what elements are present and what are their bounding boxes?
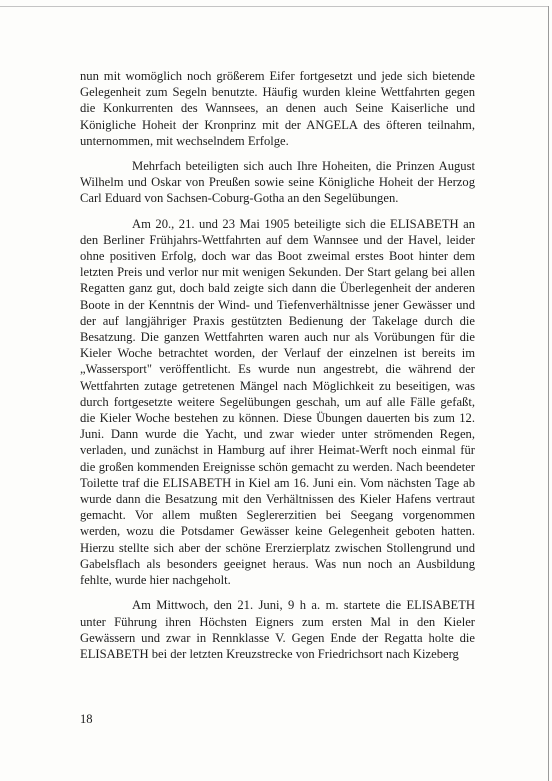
body-text [80, 68, 475, 671]
paragraph-2: Mehrfach beteiligten sich auch Ihre Hoheiten, die Prinzen August Wilhelm und Oskar von Preußen sowie seine Königliche Hoheit der Herzog Carl Eduard von Sachsen-Coburg-Gotha an den Segelübungen. [80, 159, 475, 206]
paragraph-3: Am 20., 21. und 23 Mai 1905 beteiligte sich die ELISABETH an den Berliner Frühjahrs-Wettfahrten auf dem Wannsee und der Havel, leider ohne positiven Erfolg, doch war das Boot zweimal erstes Boot hinter dem letzten Preis und verlor nur mit wenigen Sekunden. Der Start gelang bei allen Regatten ganz gut, doch bald zeigte sich dann die Überlegenheit der anderen Boote in der Kenntnis der Wind- und Tiefenverhältnisse jener Gewässer und der auf langjähriger Praxis gestützten Bedienung der Takelage durch die Besatzung. Die ganzen Wettfahrten waren auch nur als Vorübungen für die Kieler Woche betrachtet worden, der Verlauf der einzelnen ist bereits im „Wassersport" veröffentlicht. Es wurde nun angestrebt, die während der Wettfahrten zutage getretenen Mängel nach Möglichkeit zu beseitigen, was durch fortgesetzte weitere Segelübungen geschah, um auf alle Fälle gefaßt, die Kieler Woche bestehen zu können. Diese Übungen dauerten bis zum 12. Juni. Dann wurde die Yacht, und zwar wieder unter strömenden Regen, verladen, und zunächst in Hamburg auf ihrer Heimat-Werft noch einmal für die großen kommenden Ereignisse schön gemacht zu werden. Nach beendeter Toilette traf die ELISABETH in Kiel am 16. Juni ein. Vom nächsten Tage ab wurde dann die Besatzung mit den Verhältnissen des Kieler Hafens vertraut gemacht. Vor allem mußten Seglererzitien bei Seegang vorgenommen werden, wozu die Potsdamer Gewässer keine Gelegenheit geboten hatten. Hierzu stellte sich aber der schöne Ererzierplatz zwischen Stollengrund und Gabelsflach als besonders geeignet heraus. Was nun noch an Ausbildung fehlte, wurde hier nachgeholt. [80, 216, 475, 588]
page-edge-right [548, 6, 549, 781]
paragraph-4: Am Mittwoch, den 21. Juni, 9 h a. m. startete die ELISABETH unter Führung ihren Höchsten Eigners zum ersten Mal in den Kieler Gewässern und zwar in Rennklasse V. Gegen Ende der Regatta holte die ELISABETH bei der letzten Kreuzstrecke von Friedrichsort nach Kizeberg [80, 598, 475, 661]
page-number: 18 [80, 712, 93, 726]
paragraph-1: nun mit womöglich noch größerem Eifer fortgesetzt und jede sich bietende Gelegenheit zum Segeln benutzte. Häufig wurden kleine Wettfahrten gegen die Konkurrenten des Wannsees, an denen auch Seine Kaiserliche und Königliche Hoheit der Kronprinz mit der ANGELA des öfteren teilnahm, unternommen, mit wechselndem Erfolge. [80, 69, 475, 148]
page-edge-top [0, 6, 549, 7]
